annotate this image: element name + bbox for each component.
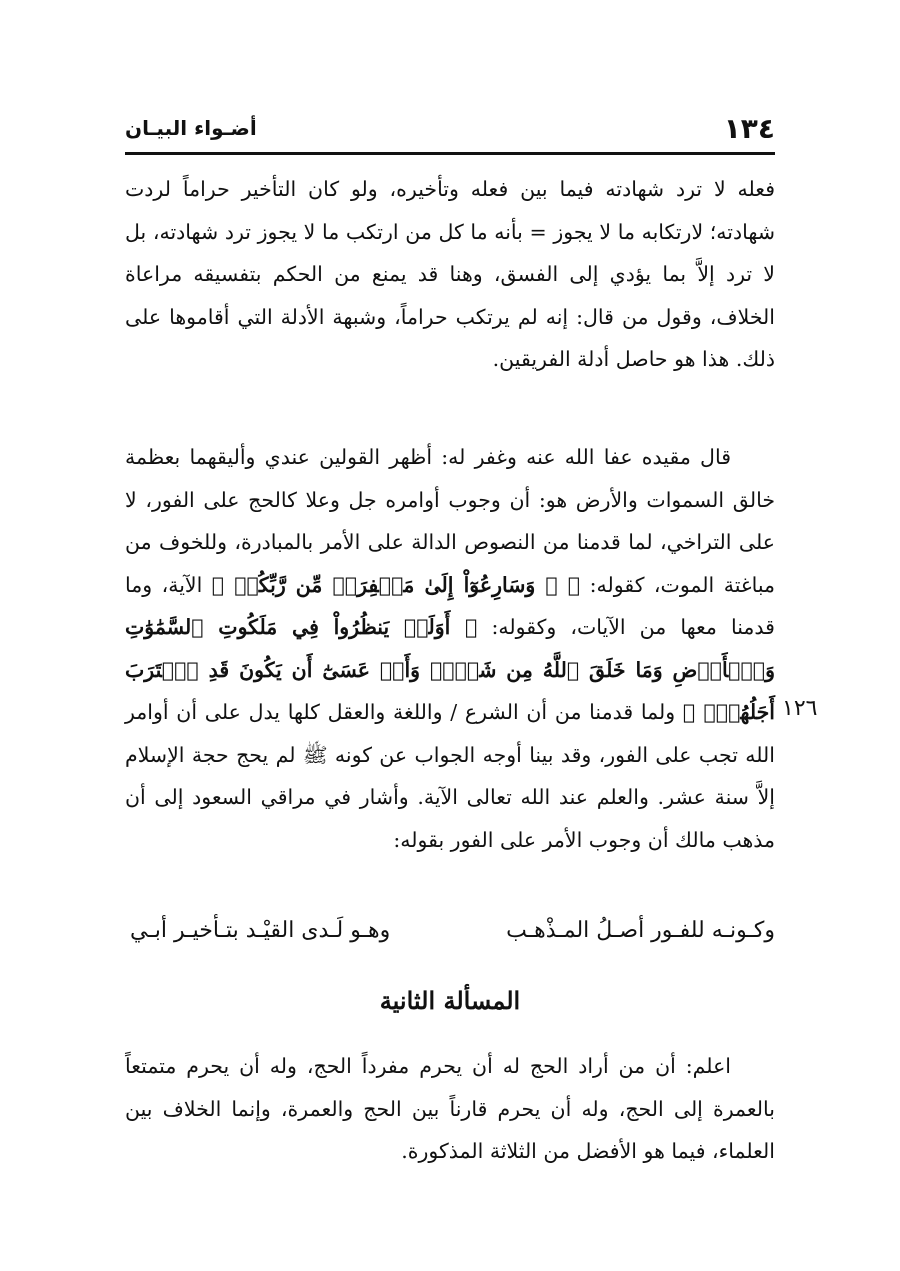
- margin-page-reference: ١٢٦: [782, 696, 818, 721]
- paragraph-2-part-3: ولما قدمنا من أن الشرع / واللغة والعقل كلها يدل على أن أوامر الله تجب على الفور، وقد بينا أوجه الجواب عن كونه ﷺ لم يحج حجة الإسلام إلاَّ سنة عشر. والعلم عند الله تعالى الآية. وأشار في مراقي السعود إلى أن مذهب مالك أن وجوب الأمر على الفور بقوله:: [125, 700, 775, 852]
- page-header: [125, 108, 775, 152]
- paragraph-2-part-2: الآية، وما قدمنا معها من الآيات، وكقوله:: [125, 572, 775, 639]
- paragraph-1-text: فعله لا ترد شهادته فيما بين فعله وتأخيره، ولو كان التأخير حراماً لردت شهادته؛ لارتكابه ما لا يجوز = بأنه ما كل من ارتكب ما لا يجوز ترد شهادته، بل لا ترد إلاَّ بما يؤدي إلى الفسق، وهنا قد يمنع من الحكم بتفسيقه مراعاة الخلاف، وقول من قال: إنه لم يرتكب حراماً، وشبهة الأدلة التي أقاموها على ذلك. هذا هو حاصل أدلة الفريقين.: [125, 177, 775, 371]
- paragraph-2: [125, 436, 775, 861]
- quran-verse-1: ﴿ ۞ وَسَارِعُوٓاْ إِلَىٰ مَغۡفِرَةٖ مِّن رَّبِّكُمۡ ﴾: [211, 572, 581, 597]
- page-number: ١٣٤: [723, 112, 775, 145]
- section-heading: المسألة الثانية: [379, 986, 521, 1015]
- paragraph-1: [125, 168, 775, 381]
- header-divider: [125, 152, 775, 155]
- book-title: أضـواء البيـان: [125, 116, 257, 140]
- verse-first-hemistich: وكـونـه للفـور أصـلُ المـذْهـب: [506, 918, 775, 943]
- verse-second-hemistich: وهـو لَـدى القيْـد بتـأخيـر أبـي: [130, 918, 391, 943]
- paragraph-2-part-1: قال مقيده عفا الله عنه وغفر له: أظهر القولين عندي وأليقهما بعظمة خالق السموات والأرض هو: أن وجوب أوامره جل وعلا كالحج على الفور، لا على التراخي، لما قدمنا من النصوص الدالة على الأمر بالمبادرة، وللخوف من مباغتة الموت، كقوله:: [125, 445, 776, 597]
- paragraph-2-text: [125, 436, 775, 861]
- paragraph-3: [125, 1045, 775, 1173]
- paragraph-3-text: اعلم: أن من أراد الحج له أن يحرم مفرداً الحج، وله أن يحرم متمتعاً بالعمرة إلى الحج، وله أن يحرم قارناً بين الحج والعمرة، وإنما الخلاف بين العلماء، فيما هو الأفضل من الثلاثة المذكورة.: [125, 1054, 775, 1163]
- quran-verse-2: ﴿ أَوَلَمۡ يَنظُرُواْ فِي مَلَكُوتِ ٱلسَّمَٰوَٰتِ وَٱلۡأَرۡضِ وَمَا خَلَقَ ٱللَّهُ مِن شَيۡءٖ وَأَنۡ عَسَىٰٓ أَن يَكُونَ قَدِ ٱقۡتَرَبَ أَجَلُهُمۡۖ ﴾: [125, 615, 775, 724]
